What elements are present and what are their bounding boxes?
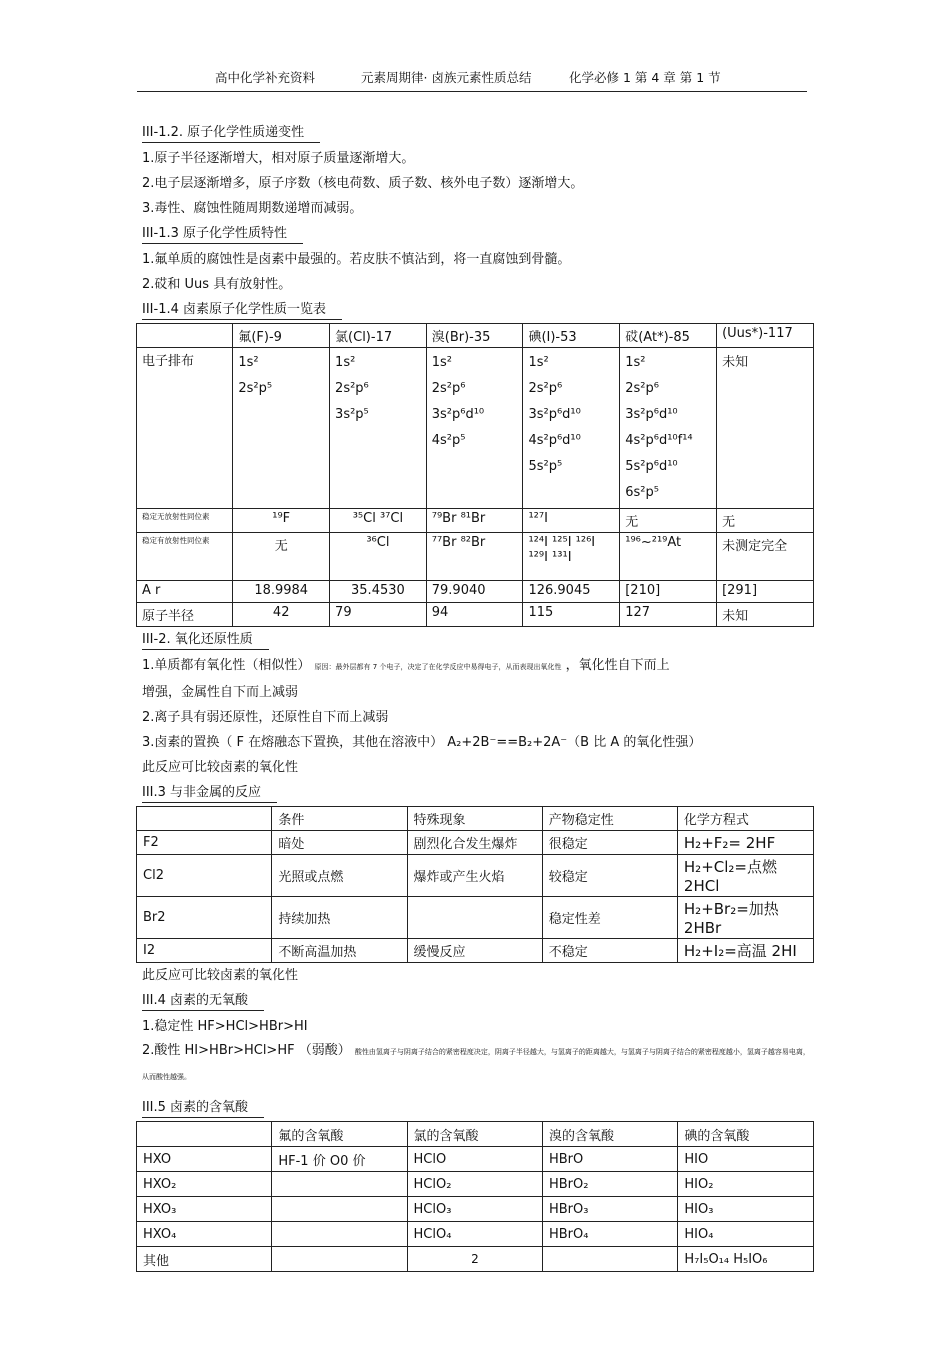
table-row: HXO₂ HClO₂ HBrO₂ HIO₂ — [137, 1172, 814, 1197]
table-cell: ¹²⁴I ¹²⁵I ¹²⁶I ¹²⁹I ¹³¹I — [523, 533, 620, 581]
table-cell: ¹²⁷I — [523, 509, 620, 533]
table-header-row — [137, 324, 814, 348]
table-header-row — [137, 1122, 814, 1147]
table-cell: 126.9045 — [523, 581, 620, 603]
table-header-cell: 产物稳定性 — [542, 807, 677, 831]
table-cell: 79.9040 — [426, 581, 523, 603]
table-header-cell: (Uus*)-117 — [717, 324, 814, 348]
table-cell: 94 — [426, 603, 523, 627]
table-row: F2 暗处 剧烈化合发生爆炸 很稳定 H₂+F₂= 2HF — [137, 831, 814, 855]
table-cell: 无 — [620, 509, 717, 533]
table-row: HXO₃ HClO₃ HBrO₃ HIO₃ — [137, 1197, 814, 1222]
table-header-cell: 特殊现象 — [407, 807, 542, 831]
table-header-cell: 条件 — [272, 807, 407, 831]
table-cell: ³⁵Cl ³⁷Cl — [330, 509, 427, 533]
text-line: 2.电子层逐渐增多，原子序数（核电荷数、质子数、核外电子数）逐渐增大。 — [142, 176, 584, 191]
section-title-5: III.5 卤素的含氧酸 — [142, 1099, 264, 1118]
main-content — [142, 120, 814, 1272]
table-cell: 18.9984 — [233, 581, 330, 603]
section-title-1-2: III-1.2. 原子化学性质递变性 — [142, 124, 320, 143]
row-label: 稳定有放射性同位素 — [137, 533, 233, 581]
text-line: 1.原子半径逐渐增大，相对原子质量逐渐增大。 — [142, 151, 415, 166]
table-row: I2 不断高温加热 缓慢反应 不稳定 H₂+I₂=高温 2HI — [137, 939, 814, 963]
config-cell: 1s² 2s²p⁵ — [233, 348, 330, 509]
table-row — [137, 533, 814, 581]
halogen-property-table — [136, 323, 814, 627]
table-header-cell: 溴的含氧酸 — [542, 1122, 677, 1147]
table-header-cell: 碘(I)-53 — [523, 324, 620, 348]
footnote-text: 原因：最外层都有 7 个电子，决定了在化学反应中易得电子，从而表现出氧化性 — [314, 663, 562, 671]
table-row — [137, 603, 814, 627]
table-cell: ³⁶Cl — [330, 533, 427, 581]
text-line: 此反应可比较卤素的氧化性 — [142, 760, 299, 775]
row-label: A r — [137, 581, 233, 603]
header-center: 元素周期律· 卤族元素性质总结 — [361, 70, 532, 85]
table-cell: 未知 — [717, 603, 814, 627]
config-cell: 1s² 2s²p⁶ 3s²p⁶d¹⁰ 4s²p⁵ — [426, 348, 523, 509]
table-cell: 无 — [233, 533, 330, 581]
table-cell: 未测定完全 — [717, 533, 814, 581]
table-cell: 35.4530 — [330, 581, 427, 603]
footnote-text: 酸性由氢离子与阴离子结合的紧密程度决定，阴离子半径越大，与氢离子的距离越大，与氢离子与阴离子结合的紧密程度越小，氢离子越容易电离，从而酸性越强。 — [142, 1048, 810, 1081]
table-header-cell: 碘的含氧酸 — [678, 1122, 814, 1147]
row-label: 稳定无放射性同位素 — [137, 509, 233, 533]
section-title-1-3: III-1.3 原子化学性质特性 — [142, 225, 303, 244]
config-cell: 1s² 2s²p⁶ 3s²p⁶d¹⁰ 4s²p⁶d¹⁰f¹⁴ 5s²p⁶d¹⁰ 6s²p⁵ — [620, 348, 717, 509]
table-cell: 42 — [233, 603, 330, 627]
table-row: 其他 H₇I₅O₁₄ H₅IO₆ — [137, 1247, 814, 1272]
equation: H₂+Cl₂=点燃 2HCl — [677, 855, 813, 897]
table-cell: 无 — [717, 509, 814, 533]
table-cell: ¹⁹⁶~²¹⁹At — [620, 533, 717, 581]
table-header-cell — [137, 1122, 272, 1147]
text-line: 此反应可比较卤素的氧化性 — [142, 968, 299, 983]
table-row: Cl2 光照或点燃 爆炸或产生火焰 较稳定 H₂+Cl₂=点燃 2HCl — [137, 855, 814, 897]
equation: H₂+Br₂=加热 2HBr — [677, 897, 813, 939]
table-cell: ⁷⁷Br ⁸²Br — [426, 533, 523, 581]
table-cell: 127 — [620, 603, 717, 627]
table-row — [137, 581, 814, 603]
config-cell: 未知 — [717, 348, 814, 509]
table-header-cell: 溴(Br)-35 — [426, 324, 523, 348]
table-row: HXO₄ HClO₄ HBrO₄ HIO₄ — [137, 1222, 814, 1247]
nonmetal-reaction-table — [136, 806, 814, 963]
table-header-row — [137, 807, 814, 831]
table-header-cell: 氟(F)-9 — [233, 324, 330, 348]
text-line: 1.稳定性 HF>HCl>HBr>HI — [142, 1019, 308, 1034]
equation: H₂+I₂=高温 2HI — [677, 939, 813, 963]
section-title-4: III.4 卤素的无氧酸 — [142, 992, 264, 1011]
row-label: 电子排布 — [137, 348, 233, 509]
table-row: Br2 持续加热 稳定性差 H₂+Br₂=加热 2HBr — [137, 897, 814, 939]
config-cell: 1s² 2s²p⁶ 3s²p⁶d¹⁰ 4s²p⁶d¹⁰ 5s²p⁵ — [523, 348, 620, 509]
text-line: 1.氟单质的腐蚀性是卤素中最强的。若皮肤不慎沾到，将一直腐蚀到骨髓。 — [142, 252, 571, 267]
header-left: 高中化学补充资料 — [215, 70, 316, 85]
page-number: 2 — [471, 1252, 479, 1266]
text-line: 2.离子具有弱还原性，还原性自下而上减弱 — [142, 710, 389, 725]
config-cell: 1s² 2s²p⁶ 3s²p⁵ — [330, 348, 427, 509]
text-line: 3.卤素的置换（ F 在熔融态下置换，其他在溶液中） A₂+2B⁻==B₂+2A⁻（B 比 A 的氧化性强） — [142, 735, 702, 750]
table-cell: [210] — [620, 581, 717, 603]
table-header-cell: 氟的含氧酸 — [272, 1122, 407, 1147]
equation: H₂+F₂= 2HF — [677, 831, 813, 855]
text-line: 3.毒性、腐蚀性随周期数递增而减弱。 — [142, 201, 363, 216]
table-header-cell — [137, 324, 233, 348]
section-title-1-4: III-1.4 卤素原子化学性质一览表 — [142, 301, 342, 320]
page-header — [137, 64, 807, 92]
table-header-cell: 砹(At*)-85 — [620, 324, 717, 348]
text-line: 2.酸性 HI>HBr>HCl>HF （弱酸） 酸性由氢离子与阴离子结合的紧密程度决定，阴离子半径越大，与氢离子的距离越大，与氢离子与阴离子结合的紧密程度越小，氢离子越容易电离，从而酸性越强。 — [142, 1043, 810, 1081]
table-header-cell: 氯(Cl)-17 — [330, 324, 427, 348]
table-cell: ¹⁹F — [233, 509, 330, 533]
table-cell: 115 — [523, 603, 620, 627]
text-line: 1.单质都有氧化性（相似性） 原因：最外层都有 7 个电子，决定了在化学反应中易得电子，从而表现出氧化性 ，氧化性自下而上 — [142, 658, 670, 673]
table-row: HXO HF-1 价 O0 价 HClO HBrO HIO — [137, 1147, 814, 1172]
row-label: 原子半径 — [137, 603, 233, 627]
section-title-2: III-2. 氧化还原性质 — [142, 631, 269, 650]
table-row — [137, 348, 814, 509]
table-header-cell — [137, 807, 272, 831]
text-line: 增强，金属性自下而上减弱 — [142, 685, 299, 700]
text-line: 2.砹和 Uus 具有放射性。 — [142, 277, 292, 292]
header-right: 化学必修 1 第 4 章 第 1 节 — [569, 70, 721, 85]
oxyacid-table — [136, 1121, 814, 1272]
table-cell: [291] — [717, 581, 814, 603]
table-cell: ⁷⁹Br ⁸¹Br — [426, 509, 523, 533]
table-header-cell: 化学方程式 — [677, 807, 813, 831]
table-header-cell: 氯的含氧酸 — [407, 1122, 542, 1147]
table-cell: 79 — [330, 603, 427, 627]
section-title-3: III.3 与非金属的反应 — [142, 784, 277, 803]
table-row — [137, 509, 814, 533]
